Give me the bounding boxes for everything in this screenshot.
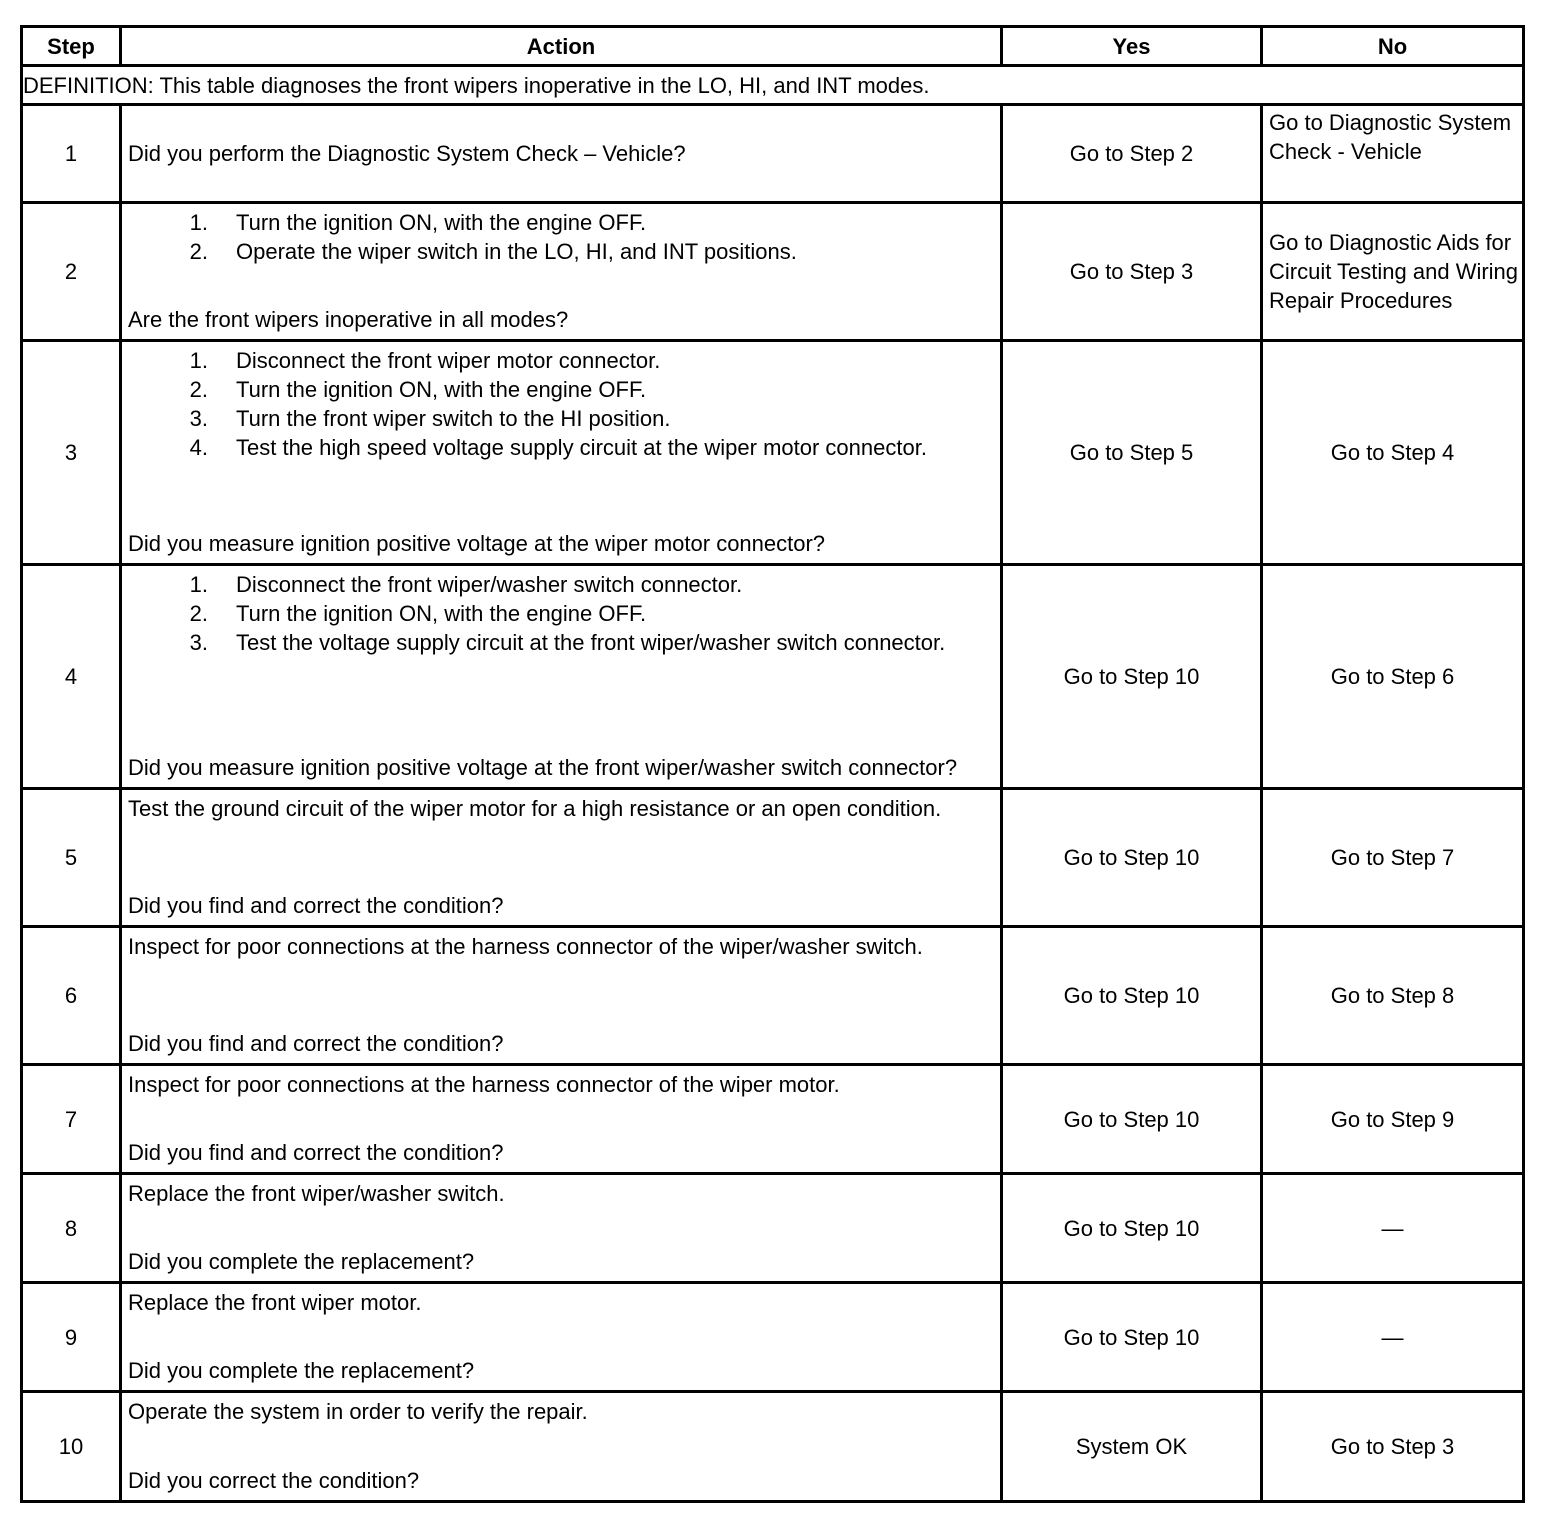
table-row: [22, 105, 1524, 203]
action-steps: [128, 208, 994, 266]
list-item: 2. Operate the wiper switch in the LO, HI, and INT positions.: [189, 238, 797, 264]
action-question: Did you find and correct the condition?: [128, 892, 504, 918]
header-no: No: [1262, 27, 1524, 66]
step-number: 6: [22, 927, 121, 1065]
yes-cell: Go to Step 10: [1002, 1283, 1262, 1392]
action-steps: [128, 570, 994, 657]
diagnostic-table: [20, 25, 1525, 1503]
table-row: [22, 341, 1524, 565]
no-cell: —: [1262, 1174, 1524, 1283]
action-text: Operate the system in order to verify the repair.: [128, 1398, 588, 1424]
action-cell: [121, 789, 1002, 927]
action-question: Did you perform the Diagnostic System Check – Vehicle?: [128, 141, 686, 166]
action-cell: [121, 1283, 1002, 1392]
step-number: 1: [22, 105, 121, 203]
yes-cell: Go to Step 10: [1002, 1174, 1262, 1283]
action-cell: [121, 105, 1002, 203]
action-text: Inspect for poor connections at the harness connector of the wiper motor.: [128, 1071, 840, 1097]
action-question: Did you complete the replacement?: [128, 1357, 475, 1383]
definition-row: [22, 66, 1524, 105]
action-cell: [121, 565, 1002, 789]
definition-text: DEFINITION: This table diagnoses the front wipers inoperative in the LO, HI, and INT modes.: [22, 66, 1524, 105]
list-item: 1. Disconnect the front wiper motor connector.: [189, 347, 661, 373]
action-question: Did you measure ignition positive voltage at the wiper motor connector?: [128, 530, 826, 556]
table-row: [22, 1174, 1524, 1283]
list-item: 3. Test the voltage supply circuit at the front wiper/washer switch connector.: [189, 629, 946, 655]
action-text: Test the ground circuit of the wiper motor for a high resistance or an open condition.: [128, 795, 942, 821]
table-row: [22, 203, 1524, 341]
list-item: 3. Turn the front wiper switch to the HI position.: [189, 405, 671, 431]
yes-cell: Go to Step 10: [1002, 789, 1262, 927]
table-row: [22, 927, 1524, 1065]
list-item: 2. Turn the ignition ON, with the engine OFF.: [189, 376, 647, 402]
step-number: 4: [22, 565, 121, 789]
list-item: 4. Test the high speed voltage supply circuit at the wiper motor connector.: [189, 434, 927, 460]
table-row: [22, 1065, 1524, 1174]
action-cell: [121, 1392, 1002, 1502]
yes-cell: Go to Step 5: [1002, 341, 1262, 565]
yes-cell: Go to Step 10: [1002, 1065, 1262, 1174]
action-cell: [121, 1065, 1002, 1174]
action-question: Did you correct the condition?: [128, 1467, 420, 1493]
action-cell: [121, 341, 1002, 565]
action-steps: [128, 346, 994, 462]
action-question: Did you complete the replacement?: [128, 1248, 475, 1274]
yes-cell: Go to Step 2: [1002, 105, 1262, 203]
step-number: 7: [22, 1065, 121, 1174]
action-text: Inspect for poor connections at the harness connector of the wiper/washer switch.: [128, 933, 923, 959]
table-row: [22, 789, 1524, 927]
no-cell: Go to Step 3: [1262, 1392, 1524, 1502]
header-action: Action: [121, 27, 1002, 66]
no-cell: Go to Step 9: [1262, 1065, 1524, 1174]
yes-cell: Go to Step 3: [1002, 203, 1262, 341]
table-row: [22, 565, 1524, 789]
no-cell: Go to Step 8: [1262, 927, 1524, 1065]
action-cell: [121, 1174, 1002, 1283]
no-cell: Go to Diagnostic Aids for Circuit Testing and Wiring Repair Procedures: [1262, 203, 1524, 341]
yes-cell: Go to Step 10: [1002, 565, 1262, 789]
header-step: Step: [22, 27, 121, 66]
action-question: Did you measure ignition positive voltage at the front wiper/washer switch connector?: [128, 754, 958, 780]
action-cell: [121, 927, 1002, 1065]
list-item: 1. Disconnect the front wiper/washer switch connector.: [189, 571, 743, 597]
action-question: Did you find and correct the condition?: [128, 1030, 504, 1056]
no-cell: Go to Step 4: [1262, 341, 1524, 565]
no-cell: Go to Step 7: [1262, 789, 1524, 927]
list-item: 2. Turn the ignition ON, with the engine OFF.: [189, 600, 647, 626]
action-cell: [121, 203, 1002, 341]
step-number: 3: [22, 341, 121, 565]
step-number: 10: [22, 1392, 121, 1502]
table-row: [22, 1392, 1524, 1502]
no-cell: Go to Diagnostic System Check - Vehicle: [1262, 105, 1524, 203]
action-text: Replace the front wiper/washer switch.: [128, 1180, 505, 1206]
no-cell: Go to Step 6: [1262, 565, 1524, 789]
step-number: 8: [22, 1174, 121, 1283]
no-cell: —: [1262, 1283, 1524, 1392]
action-question: Are the front wipers inoperative in all modes?: [128, 306, 569, 332]
action-question: Did you find and correct the condition?: [128, 1139, 504, 1165]
step-number: 2: [22, 203, 121, 341]
step-number: 9: [22, 1283, 121, 1392]
action-text: Replace the front wiper motor.: [128, 1289, 422, 1315]
table-row: [22, 1283, 1524, 1392]
header-row: [22, 27, 1524, 66]
yes-cell: System OK: [1002, 1392, 1262, 1502]
header-yes: Yes: [1002, 27, 1262, 66]
yes-cell: Go to Step 10: [1002, 927, 1262, 1065]
step-number: 5: [22, 789, 121, 927]
list-item: 1. Turn the ignition ON, with the engine OFF.: [189, 209, 647, 235]
